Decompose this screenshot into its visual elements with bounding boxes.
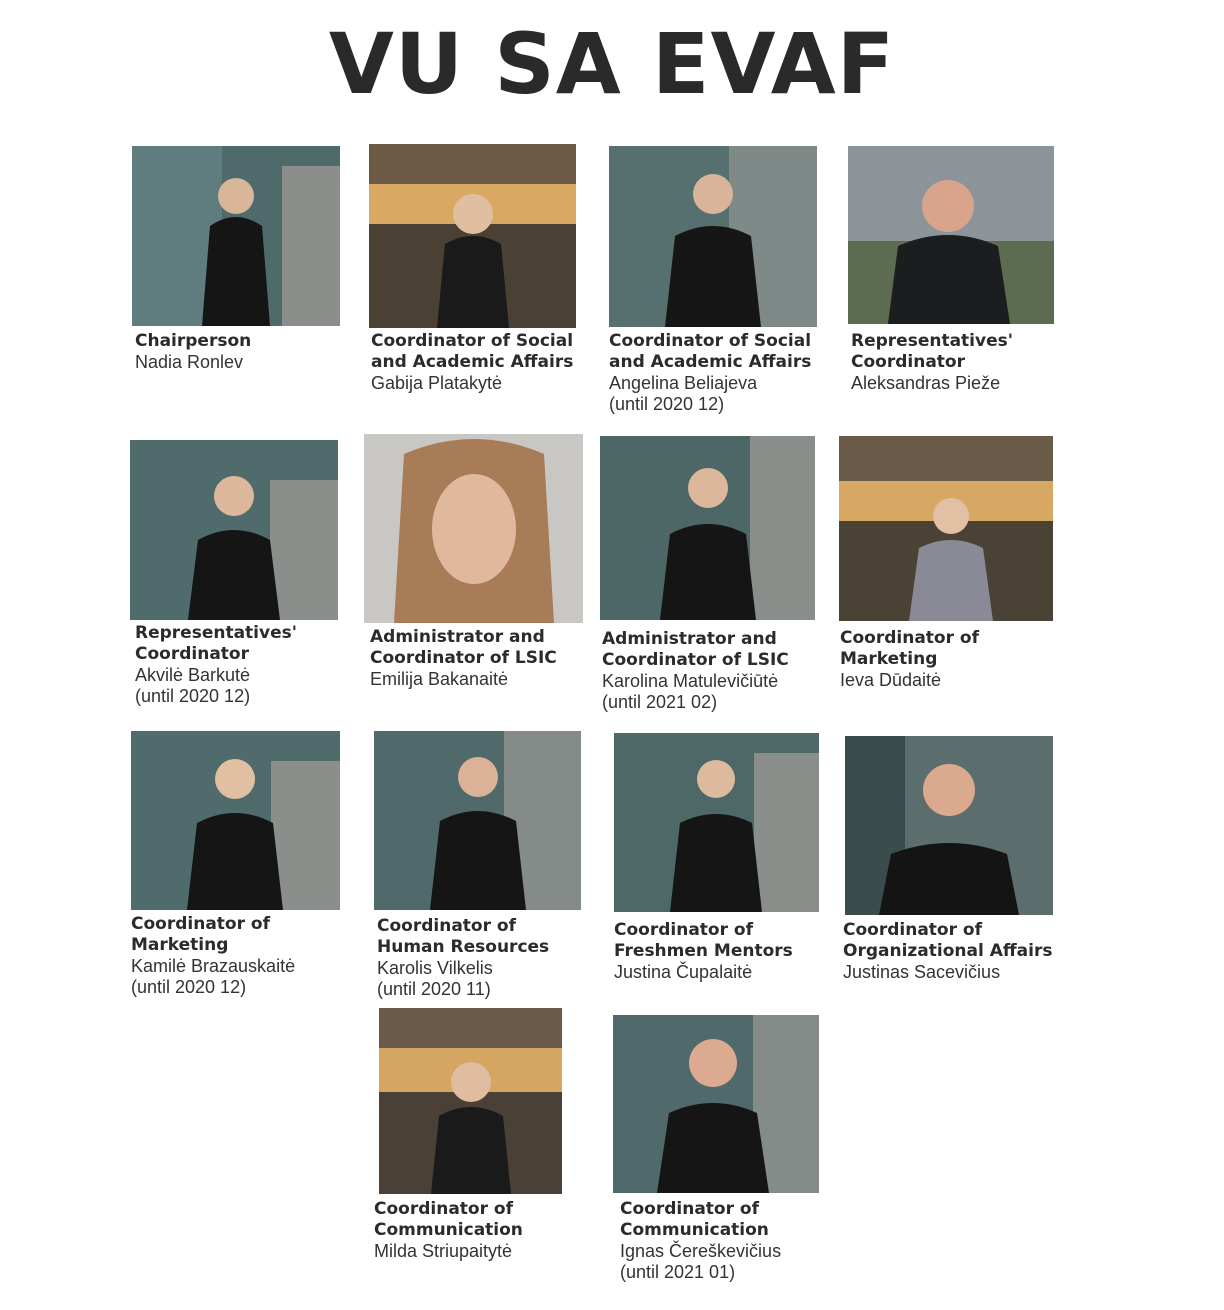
member-role: Administrator and Coordinator of LSIC	[602, 629, 789, 670]
member-caption	[374, 1199, 614, 1262]
member-name: Emilija Bakanaitė	[370, 669, 509, 689]
page-title: VU SA EVAF	[328, 15, 896, 113]
member-note: (until 2020 11)	[377, 979, 491, 999]
member-name: Nadia Ronlev	[135, 352, 244, 372]
member-role: Coordinator of Social and Academic Affairs	[609, 331, 812, 372]
member-role: Coordinator of Marketing	[840, 628, 979, 669]
member-role: Coordinator of Communication	[620, 1199, 769, 1240]
member-note: (until 2020 12)	[131, 977, 247, 997]
member-photo	[839, 436, 1053, 621]
member-note: (until 2021 01)	[620, 1262, 736, 1282]
member-name: Milda Striupaitytė	[374, 1241, 513, 1261]
member-name: Akvilė Barkutė	[135, 665, 251, 685]
member-note: (until 2020 12)	[135, 686, 251, 706]
member-caption	[602, 629, 842, 713]
member-role: Coordinator of Human Resources	[377, 916, 550, 957]
member-note: (until 2021 02)	[602, 692, 718, 712]
member-name: Angelina Beliajeva	[609, 373, 758, 393]
member-role: Representatives' Coordinator	[851, 331, 1013, 372]
member-role: Coordinator of Organizational Affairs	[843, 920, 1053, 961]
member-role: Representatives' Coordinator	[135, 623, 297, 664]
member-name: Justina Čupalaitė	[614, 962, 753, 982]
member-name: Karolina Matulevičiūtė	[602, 671, 779, 691]
member-caption	[135, 331, 375, 373]
member-role: Coordinator of Marketing	[131, 914, 270, 955]
member-photo	[609, 146, 817, 327]
member-photo	[848, 146, 1054, 324]
member-note: (until 2020 12)	[609, 394, 725, 414]
member-caption	[851, 331, 1091, 394]
member-name: Gabija Platakytė	[371, 373, 503, 393]
member-name: Karolis Vilkelis	[377, 958, 493, 978]
member-photo	[374, 731, 581, 910]
member-caption	[131, 914, 371, 998]
member-caption	[840, 628, 1080, 691]
member-photo	[614, 733, 819, 912]
member-photo	[369, 144, 576, 328]
member-name: Ignas Čereškevičius	[620, 1241, 782, 1261]
member-caption	[609, 331, 849, 415]
member-caption	[620, 1199, 860, 1283]
member-caption	[843, 920, 1083, 983]
member-caption	[135, 623, 375, 707]
member-role: Administrator and Coordinator of LSIC	[370, 627, 557, 668]
member-caption	[614, 920, 854, 983]
member-role: Coordinator of Communication	[374, 1199, 523, 1240]
member-role: Coordinator of Social and Academic Affairs	[371, 331, 574, 372]
member-photo	[364, 434, 583, 623]
member-photo	[613, 1015, 819, 1193]
member-photo	[131, 731, 340, 910]
member-caption	[370, 627, 610, 690]
member-photo	[130, 440, 338, 620]
member-photo	[132, 146, 340, 326]
member-photo	[845, 736, 1053, 915]
member-name: Ieva Dūdaitė	[840, 670, 942, 690]
member-name: Kamilė Brazauskaitė	[131, 956, 296, 976]
member-photo	[379, 1008, 562, 1194]
member-caption	[377, 916, 617, 1000]
member-photo	[600, 436, 815, 620]
member-caption	[371, 331, 611, 394]
member-role: Chairperson	[135, 331, 252, 351]
member-role: Coordinator of Freshmen Mentors	[614, 920, 793, 961]
member-name: Justinas Sacevičius	[843, 962, 1001, 982]
member-name: Aleksandras Pieže	[851, 373, 1001, 393]
